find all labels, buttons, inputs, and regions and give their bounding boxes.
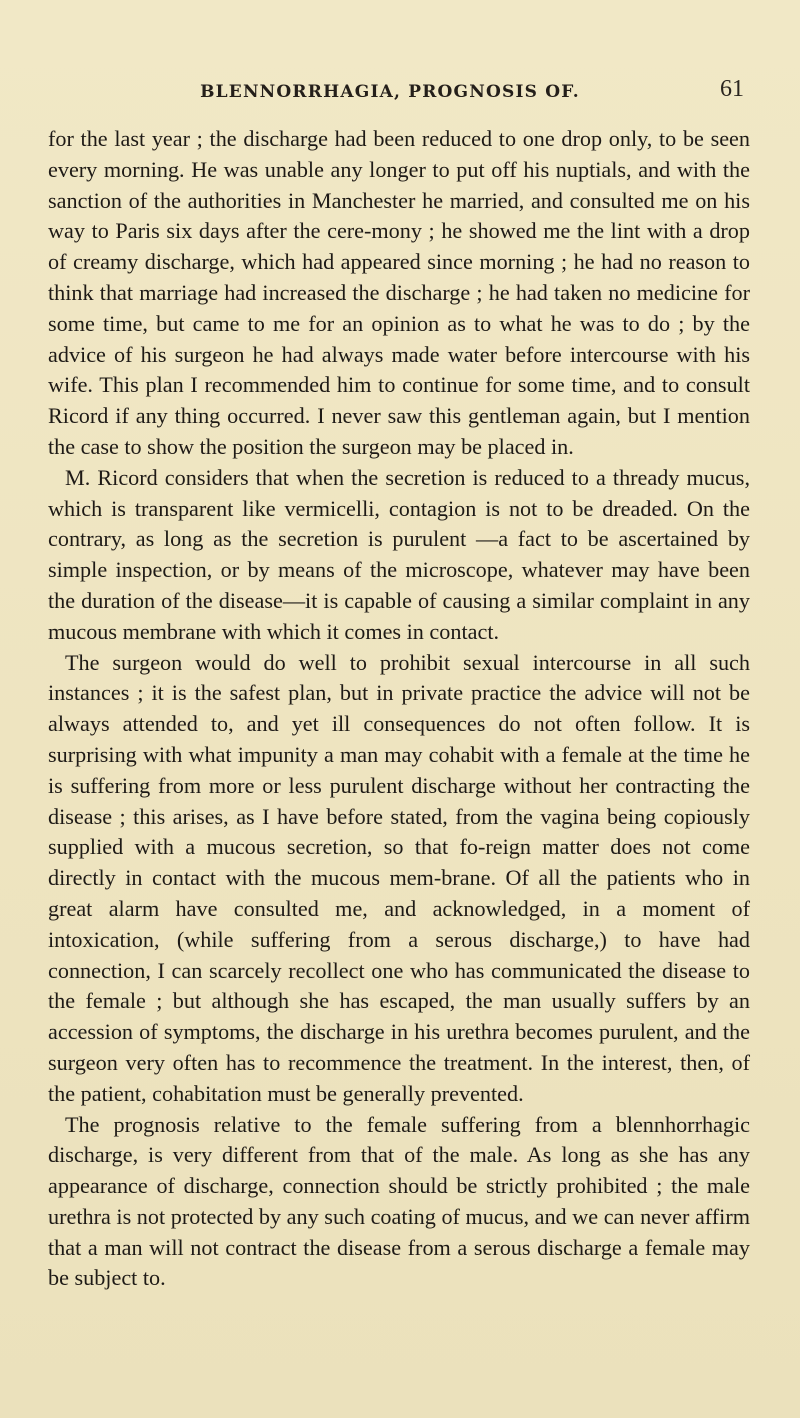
paragraph-female-prognosis: The prognosis relative to the female suffering from a blennhorrhagic discharge, is very different from that of the male. As long as she has any appearance of discharge, connection should be strictly prohibited ; the male urethra is not protected by any such coating of mucus, and we can never affirm that a man will not contract the disease from a serous discharge a female may be subject to. [48, 1111, 750, 1291]
page-number: 61 [720, 76, 744, 102]
paragraph-ricord: M. Ricord considers that when the secretion is reduced to a thready mucus, which is transparent like vermicelli, contagion is not to be dreaded. On the contrary, as long as the secretion is purulent —a fact to be ascertained by simple inspection, or by means of the microscope, whatever may have been the duration of the disease—it is capable of causing a similar complaint in any mucous membrane with which it comes in contact. [48, 464, 750, 644]
paragraph-continued: for the last year ; the discharge had been reduced to one drop only, to be seen every morning. He was unable any longer to put off his nuptials, and with the sanction of the authorities in Manchester he married, and consulted me on his way to Paris six days after the cere-mony ; he showed me the lint with a drop of creamy discharge, which had appeared since morning ; he had no reason to think that marriage had increased the discharge ; he had taken no medicine for some time, but came to me for an opinion as to what he was to do ; by the advice of his surgeon he had always made water before intercourse with his wife. This plan I recommended him to continue for some time, and to consult Ricord if any thing occurred. I never saw this gentleman again, but I mention the case to show the position the surgeon may be placed in. [48, 126, 750, 459]
running-title: BLENNORRHAGIA, PROGNOSIS OF. [200, 82, 580, 102]
paragraph-prohibit-intercourse: The surgeon would do well to prohibit sexual intercourse in all such instances ; it is the safest plan, but in private practice the advice will not be always attended to, and yet ill consequences do not often follow. It is surprising with what impunity a man may cohabit with a female at the time he is suffering from more or less purulent discharge without her contracting the disease ; this arises, as I have before stated, from the vagina being copiously supplied with a mucous secretion, so that fo-reign matter does not come directly in contact with the mucous mem-brane. Of all the patients who in great alarm have consulted me, and acknowledged, in a moment of intoxication, (while suffering from a serous discharge,) to have had connection, I can scarcely recollect one who has communicated the disease to the female ; but although she has escaped, the man usually suffers by an accession of symptoms, the discharge in his urethra becomes purulent, and the surgeon very often has to recommence the treatment. In the interest, then, of the patient, cohabitation must be generally prevented. [48, 649, 750, 1106]
body-text [48, 124, 750, 1294]
